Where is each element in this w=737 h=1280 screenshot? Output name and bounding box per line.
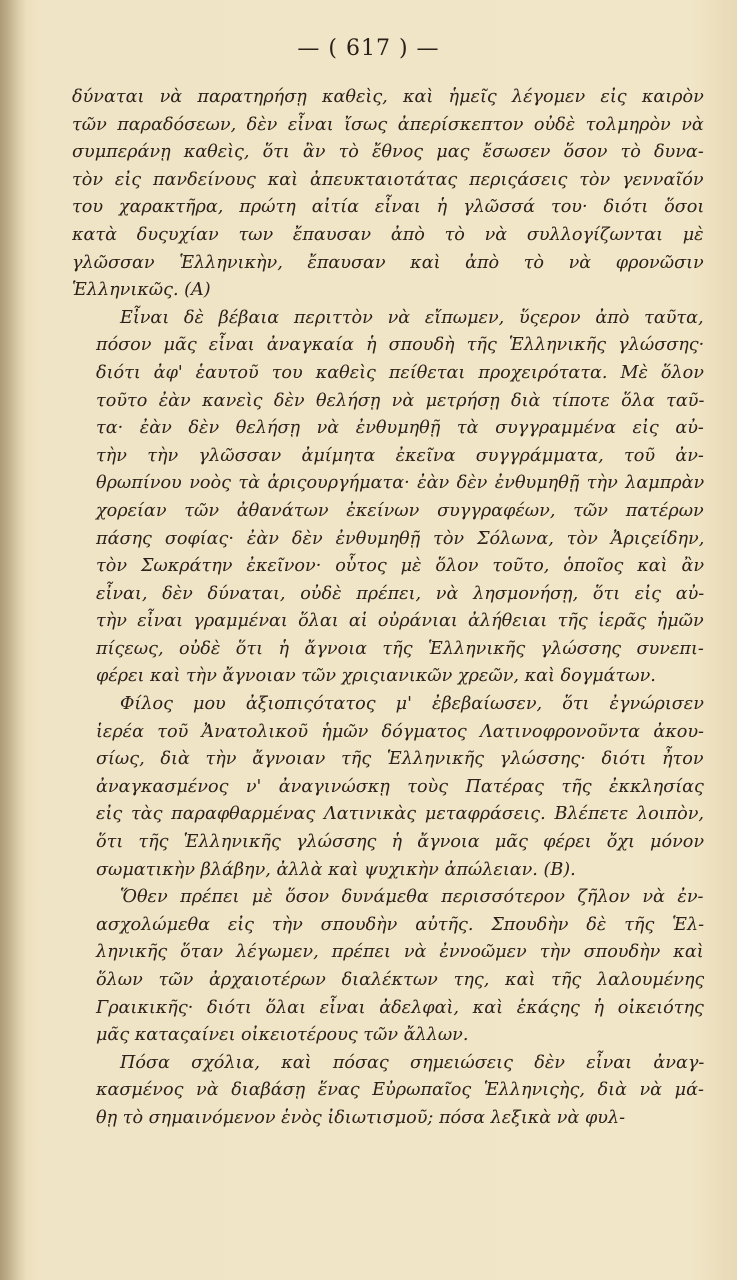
paragraph: [72, 305, 704, 691]
page-number: — ( 617 ) —: [297, 36, 440, 61]
text-line: χορείαν τῶν ἀθανάτων ἐκείνων συγγραφέων, τῶν πατέρων: [96, 500, 704, 521]
paragraph: [72, 691, 704, 884]
text-line: του χαρακτῆρα, πρώτη αἰτία εἶναι ἡ γλῶσσά του· διότι ὅσοι: [72, 197, 704, 218]
text-line: σωματικὴν βλάβην, ἀλλὰ καὶ ψυχικὴν ἀπώλειαν. (Β).: [96, 859, 576, 880]
text-line: θρωπίνου νοὸς τὰ ἀριςουργήματα· ἐὰν δὲν ἐνθυμηθῇ τὴν λαμπρὰν: [96, 473, 704, 494]
text-line: Ὅθεν πρέπει μὲ ὅσον δυνάμεθα περισσότερον ζῆλον νὰ ἐν-: [120, 887, 704, 908]
text-line: κατὰ δυςυχίαν των ἔπαυσαν ἀπὸ τὸ νὰ συλλογίζωνται μὲ: [72, 224, 704, 245]
text-line: τῶν παραδόσεων, δὲν εἶναι ἴσως ἀπερίσκεπτον οὐδὲ τολμηρὸν νὰ: [72, 114, 704, 135]
text-line: τὸν εἰς πανδείνους καὶ ἀπευκταιοτάτας περιςάσεις τὸν γενναῖόν: [72, 169, 704, 190]
text-line: γλῶσσαν Ἑλληνικὴν, ἔπαυσαν καὶ ἀπὸ τὸ νὰ φρονῶσιν: [72, 252, 704, 273]
text-line: Γραικικῆς· διότι ὅλαι εἶναι ἀδελφαὶ, καὶ ἑκάςης ἡ οἰκειότης: [96, 997, 704, 1018]
paragraph: [72, 1050, 704, 1133]
text-line: Φίλος μου ἀξιοπιςότατος μ' ἐβεβαίωσεν, ὅτι ἐγνώρισεν: [120, 694, 704, 715]
text-line: ὅτι τῆς Ἑλληνικῆς γλώσσης ἡ ἄγνοια μᾶς φέρει ὄχι μόνον: [96, 832, 704, 853]
text-line: Ἑλληνικῶς. (Α): [72, 280, 211, 301]
text-line: διότι ἀφ' ἑαυτοῦ του καθεὶς πείθεται προχειρότατα. Μὲ ὅλον: [96, 362, 704, 383]
text-line: ληνικῆς ὅταν λέγωμεν, πρέπει νὰ ἐννοῶμεν τὴν σπουδὴν καὶ: [96, 942, 704, 963]
text-line: εἶναι, δὲν δύναται, οὐδὲ πρέπει, νὰ λησμονήσῃ, ὅτι εἰς αὐ-: [96, 583, 704, 604]
text-line: σίως, διὰ τὴν ἄγνοιαν τῆς Ἑλληνικῆς γλώσσης· διότι ἦτον: [96, 749, 704, 770]
text-line: ἀναγκασμένος ν' ἀναγινώσκῃ τοὺς Πατέρας τῆς ἐκκλησίας: [96, 776, 704, 797]
text-line: τὸν Σωκράτην ἐκεῖνον· οὗτος μὲ ὅλον τοῦτο, ὁποῖος καὶ ἂν: [96, 556, 704, 577]
text-line: Εἶναι δὲ βέβαια περιττὸν νὰ εἴπωμεν, ὕςερον ἀπὸ ταῦτα,: [120, 307, 704, 328]
text-line: ἱερέα τοῦ Ἀνατολικοῦ ἡμῶν δόγματος Λατινοφρονοῦντα ἀκου-: [96, 721, 704, 742]
text-line: μᾶς καταςαίνει οἰκειοτέρους τῶν ἄλλων.: [96, 1025, 469, 1046]
text-line: τα· ἐὰν δὲν θελήσῃ νὰ ἐνθυμηθῇ τὰ συγγραμμένα εἰς αὐ-: [96, 418, 704, 439]
text-line: κασμένος νὰ διαβάσῃ ἕνας Εὐρωπαῖος Ἑλληνιςὴς, διὰ νὰ μά-: [96, 1080, 704, 1101]
text-line: εἰς τὰς παραφθαρμένας Λατινικὰς μεταφράσεις. Βλέπετε λοιπὸν,: [96, 804, 704, 825]
text-line: τὴν εἶναι γραμμέναι ὅλαι αἱ οὐράνιαι ἀλήθειαι τῆς ἱερᾶς ἡμῶν: [96, 611, 704, 632]
text-line: πόσον μᾶς εἶναι ἀναγκαία ἡ σπουδὴ τῆς Ἑλληνικῆς γλώσσης·: [96, 335, 704, 356]
text-line: πάσης σοφίας· ἐὰν δὲν ἐνθυμηθῇ τὸν Σόλωνα, τὸν Ἀριςείδην,: [96, 528, 704, 549]
text-line: πίςεως, οὐδὲ ὅτι ἡ ἄγνοια τῆς Ἑλληνικῆς γλώσσης συνεπι-: [96, 638, 704, 659]
text-line: τοῦτο ἐὰν κανεὶς δὲν θελήσῃ νὰ μετρήσῃ διὰ τίποτε ὅλα ταῦ-: [96, 390, 704, 411]
paragraph: [72, 884, 704, 1050]
text-line: φέρει καὶ τὴν ἄγνοιαν τῶν χριςιανικῶν χρεῶν, καὶ δογμάτων.: [96, 666, 656, 687]
text-line: συμπεράνῃ καθεὶς, ὅτι ἂν τὸ ἔθνος μας ἔσωσεν ὅσον τὸ δυνα-: [72, 142, 704, 163]
binding-shadow: [0, 0, 26, 1280]
text-line: Πόσα σχόλια, καὶ πόσας σημειώσεις δὲν εἶναι ἀναγ-: [120, 1052, 704, 1073]
text-line: τὴν τὴν γλῶσσαν ἀμίμητα ἐκεῖνα συγγράμματα, τοῦ ἀν-: [96, 445, 704, 466]
text-line: ὅλων τῶν ἀρχαιοτέρων διαλέκτων της, καὶ τῆς λαλουμένης: [96, 970, 704, 990]
text-line: ασχολώμεθα εἰς τὴν σπουδὴν αὐτῆς. Σπουδὴν δὲ τῆς Ἑλ-: [96, 914, 704, 935]
text-line: θῃ τὸ σημαινόμενον ἑνὸς ἰδιωτισμοῦ; πόσα λεξικὰ νὰ φυλ-: [96, 1107, 626, 1128]
paragraph: [72, 84, 704, 305]
text-line: δύναται νὰ παρατηρήσῃ καθεὶς, καὶ ἡμεῖς λέγομεν εἰς καιρὸν: [72, 87, 704, 107]
body-text: [72, 84, 704, 1133]
